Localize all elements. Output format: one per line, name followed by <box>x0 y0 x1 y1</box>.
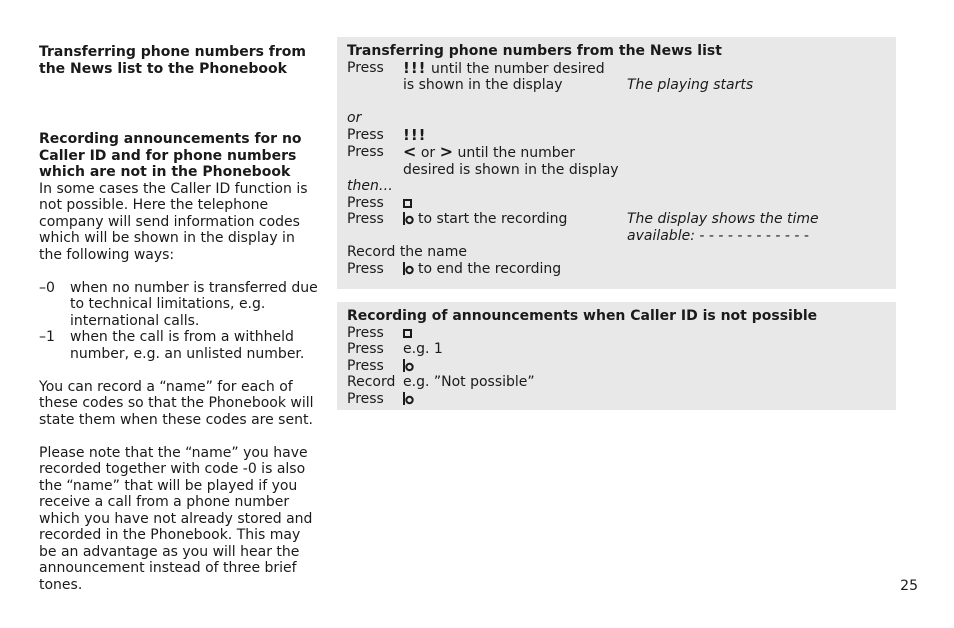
step-row <box>347 358 886 375</box>
step-row <box>347 162 886 179</box>
square-key-icon <box>403 199 412 208</box>
instruction-box-news-list <box>337 37 896 289</box>
step-label: Press <box>347 126 384 143</box>
step-action: until the number <box>457 145 576 161</box>
then-text: then… <box>347 178 393 194</box>
step-label: Press <box>347 324 384 341</box>
code-label: –0 <box>39 279 55 296</box>
step-action: to end the recording <box>418 260 562 277</box>
step-label: Press <box>347 390 384 407</box>
arrow-left-icon: < <box>403 142 417 161</box>
step-action: to start the recording <box>418 211 568 227</box>
record-key-icon <box>403 392 414 405</box>
box-title: Transferring phone numbers from the News list <box>347 43 722 59</box>
step-label: Press <box>347 357 384 374</box>
step-row <box>347 211 886 228</box>
step-label: Press <box>347 194 384 211</box>
paragraph-note: Please note that the “name” you have recorded together with code -0 is also the “name” that will be played if you receive a call from a phone number which you have not already stored and recorded in the Phonebook. This may be an advantage as you will hear the announcement instead of three brief tones. <box>39 444 313 593</box>
code-desc: when the call is from a withheld number, e.g. an unlisted number. <box>70 329 305 362</box>
step-row <box>347 144 886 162</box>
step-row <box>347 127 886 145</box>
step-action: is shown in the display <box>403 77 563 93</box>
step-row <box>347 60 886 78</box>
step-row <box>347 228 886 245</box>
code-desc: when no number is transferred due to technical limitations, e.g. international calls. <box>70 279 318 329</box>
step-action: e.g. ”Not possible” <box>403 374 535 390</box>
step-row <box>347 195 886 212</box>
paragraph-record-name: You can record a “name” for each of these codes so that the Phonebook will state them when these codes are sent. <box>39 378 314 428</box>
box-title: Recording of announcements when Caller ID is not possible <box>347 308 818 324</box>
step-row <box>347 325 886 342</box>
code-item <box>39 280 319 330</box>
step-action: until the number desired <box>430 60 605 77</box>
arrow-right-icon: > <box>439 142 454 161</box>
step-row <box>347 261 886 278</box>
heading-recording: Recording announcements for no Caller ID and for phone numbers which are not in the Phonebook <box>39 131 302 180</box>
record-name-text: Record the name <box>347 244 467 260</box>
step-result: available: - - - - - - - - - - - - <box>627 227 809 244</box>
code-item <box>39 329 319 362</box>
left-column <box>39 44 319 593</box>
step-label: Press <box>347 144 384 160</box>
menu-key-icon: !!! <box>403 125 427 144</box>
square-key-icon <box>403 329 412 338</box>
step-row <box>347 391 886 408</box>
record-key-icon <box>403 359 414 372</box>
step-label: Press <box>347 59 384 76</box>
step-action: e.g. 1 <box>403 341 443 357</box>
page-number: 25 <box>900 578 918 594</box>
step-action: desired is shown in the display <box>403 161 619 178</box>
or-inline: or <box>420 145 436 161</box>
step-label: Press <box>347 341 384 357</box>
step-row <box>347 77 886 94</box>
menu-key-icon: !!! <box>403 58 427 77</box>
step-row <box>347 374 886 391</box>
step-label: Record <box>347 374 396 390</box>
intro-text: In some cases the Caller ID function is not possible. Here the telephone company will send information codes which will be shown in the display in the following ways: <box>39 180 308 263</box>
step-row <box>347 341 886 358</box>
record-key-icon <box>403 212 414 225</box>
step-result: The playing starts <box>627 77 754 93</box>
step-label: Press <box>347 260 384 277</box>
or-text: or <box>347 110 362 126</box>
step-result: The display shows the time <box>627 211 819 227</box>
record-key-icon <box>403 262 414 275</box>
step-label: Press <box>347 211 384 227</box>
heading-transfer: Transferring phone numbers from the News list to the Phonebook <box>39 44 307 77</box>
instruction-box-no-caller-id <box>337 302 896 410</box>
code-label: –1 <box>39 329 55 345</box>
